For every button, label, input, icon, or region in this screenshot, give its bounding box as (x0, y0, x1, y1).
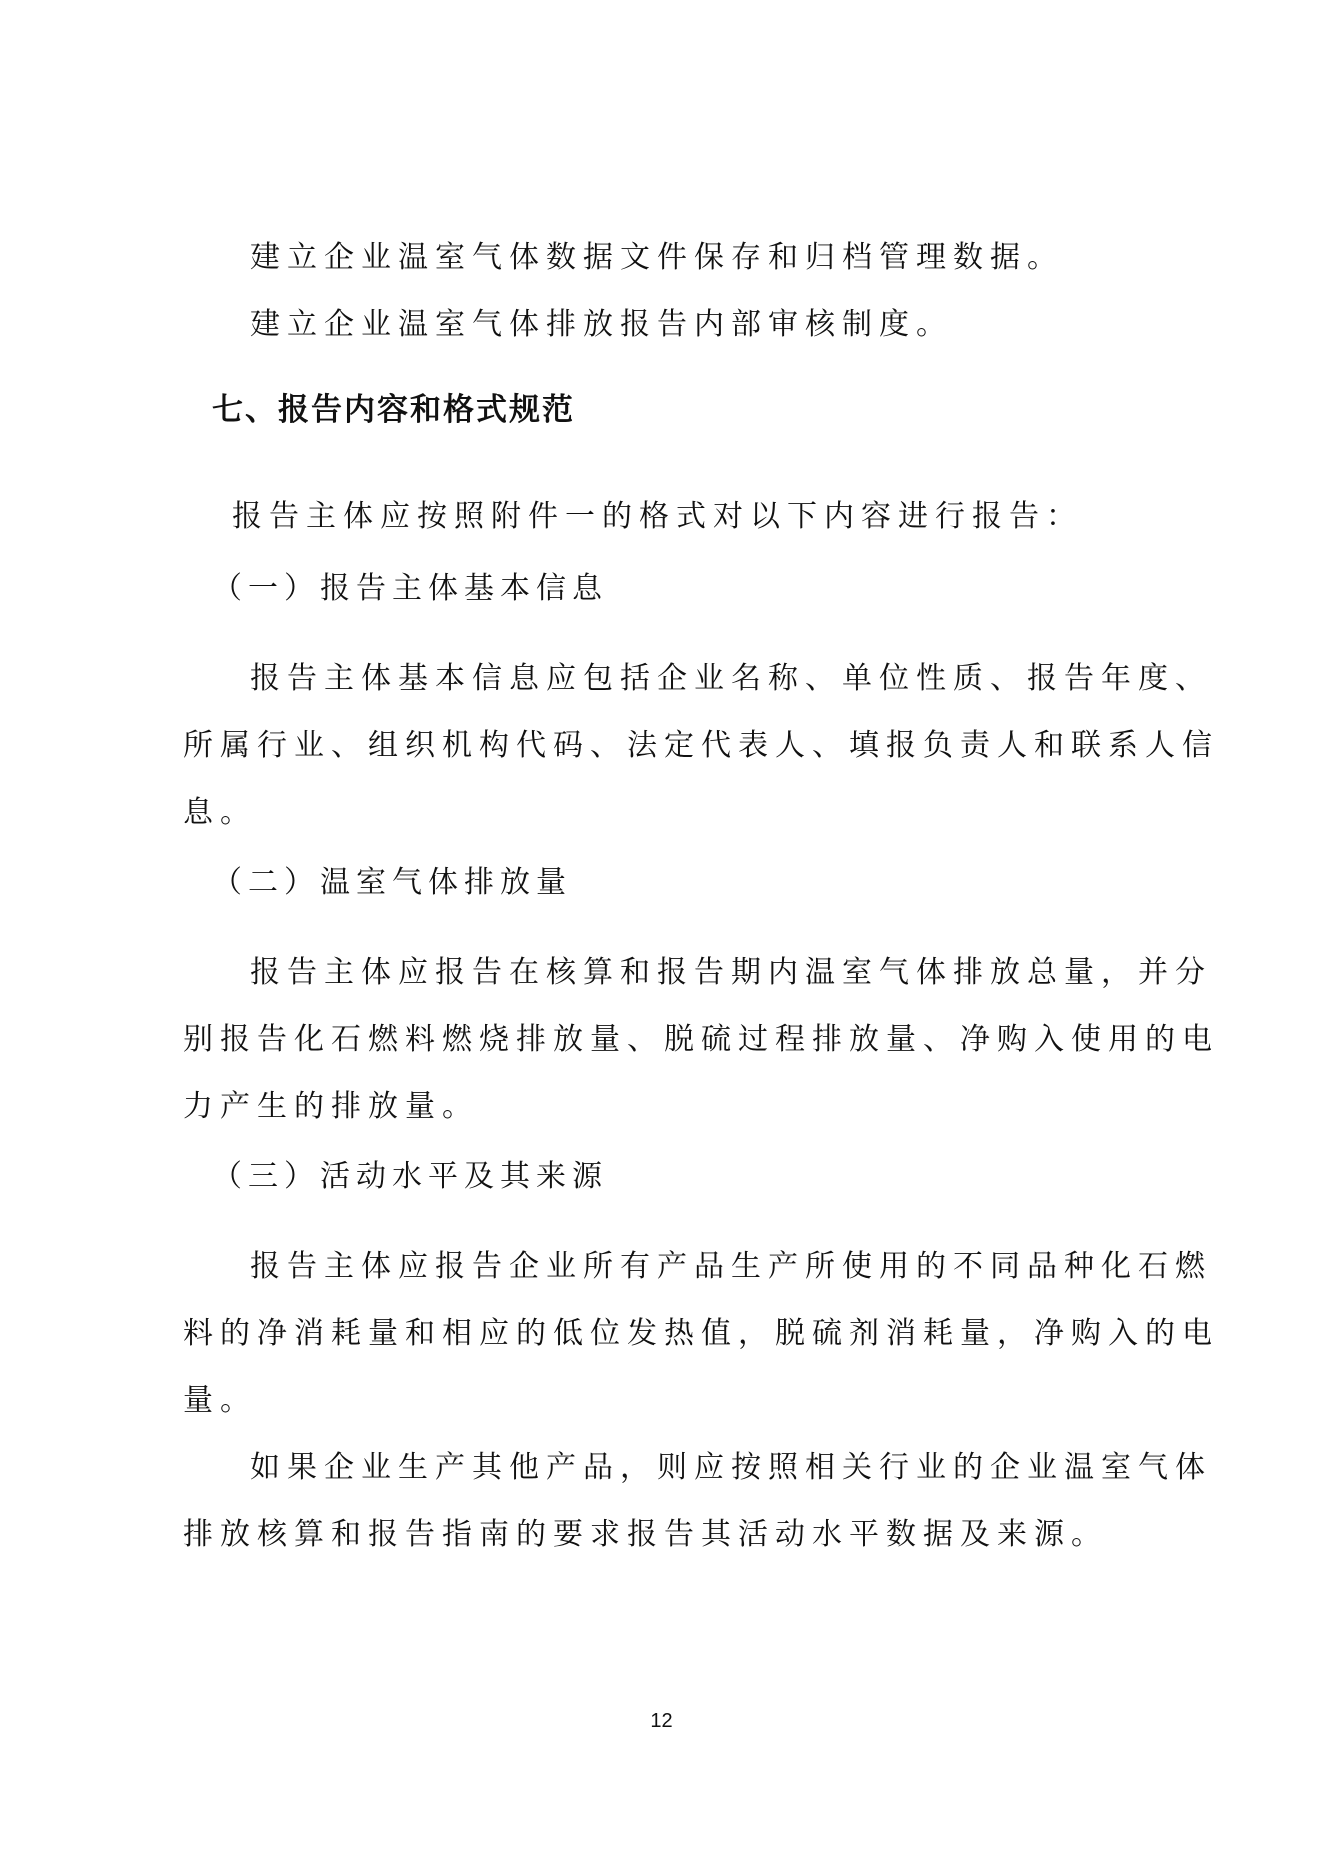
paragraph-line: 料的净消耗量和相应的低位发热值，脱硫剂消耗量，净购入的电 (183, 1316, 1219, 1351)
paragraph-line: 建立企业温室气体排放报告内部审核制度。 (250, 307, 953, 342)
paragraph-line: 别报告化石燃料燃烧排放量、脱硫过程排放量、净购入使用的电 (183, 1022, 1219, 1057)
paragraph-line: 力产生的排放量。 (183, 1089, 479, 1124)
subsection-heading: （二）温室气体排放量 (212, 865, 572, 900)
paragraph-line: 息。 (183, 795, 257, 830)
page-number: 12 (650, 1710, 673, 1732)
paragraph-line: 建立企业温室气体数据文件保存和归档管理数据。 (250, 240, 1064, 275)
paragraph-line: 报告主体应按照附件一的格式对以下内容进行报告： (232, 499, 1083, 534)
paragraph-line: 报告主体应报告在核算和报告期内温室气体排放总量，并分 (250, 955, 1212, 990)
paragraph-line: 报告主体基本信息应包括企业名称、单位性质、报告年度、 (250, 661, 1212, 696)
subsection-heading: （三）活动水平及其来源 (212, 1159, 608, 1194)
paragraph-line: 所属行业、组织机构代码、法定代表人、填报负责人和联系人信 (183, 728, 1219, 763)
paragraph-line: 报告主体应报告企业所有产品生产所使用的不同品种化石燃 (250, 1249, 1212, 1284)
paragraph-line: 如果企业生产其他产品，则应按照相关行业的企业温室气体 (250, 1450, 1212, 1485)
subsection-heading: （一）报告主体基本信息 (212, 571, 608, 606)
paragraph-line: 量。 (183, 1383, 257, 1418)
section-heading: 七、报告内容和格式规范 (212, 392, 575, 428)
paragraph-line: 排放核算和报告指南的要求报告其活动水平数据及来源。 (183, 1517, 1108, 1552)
